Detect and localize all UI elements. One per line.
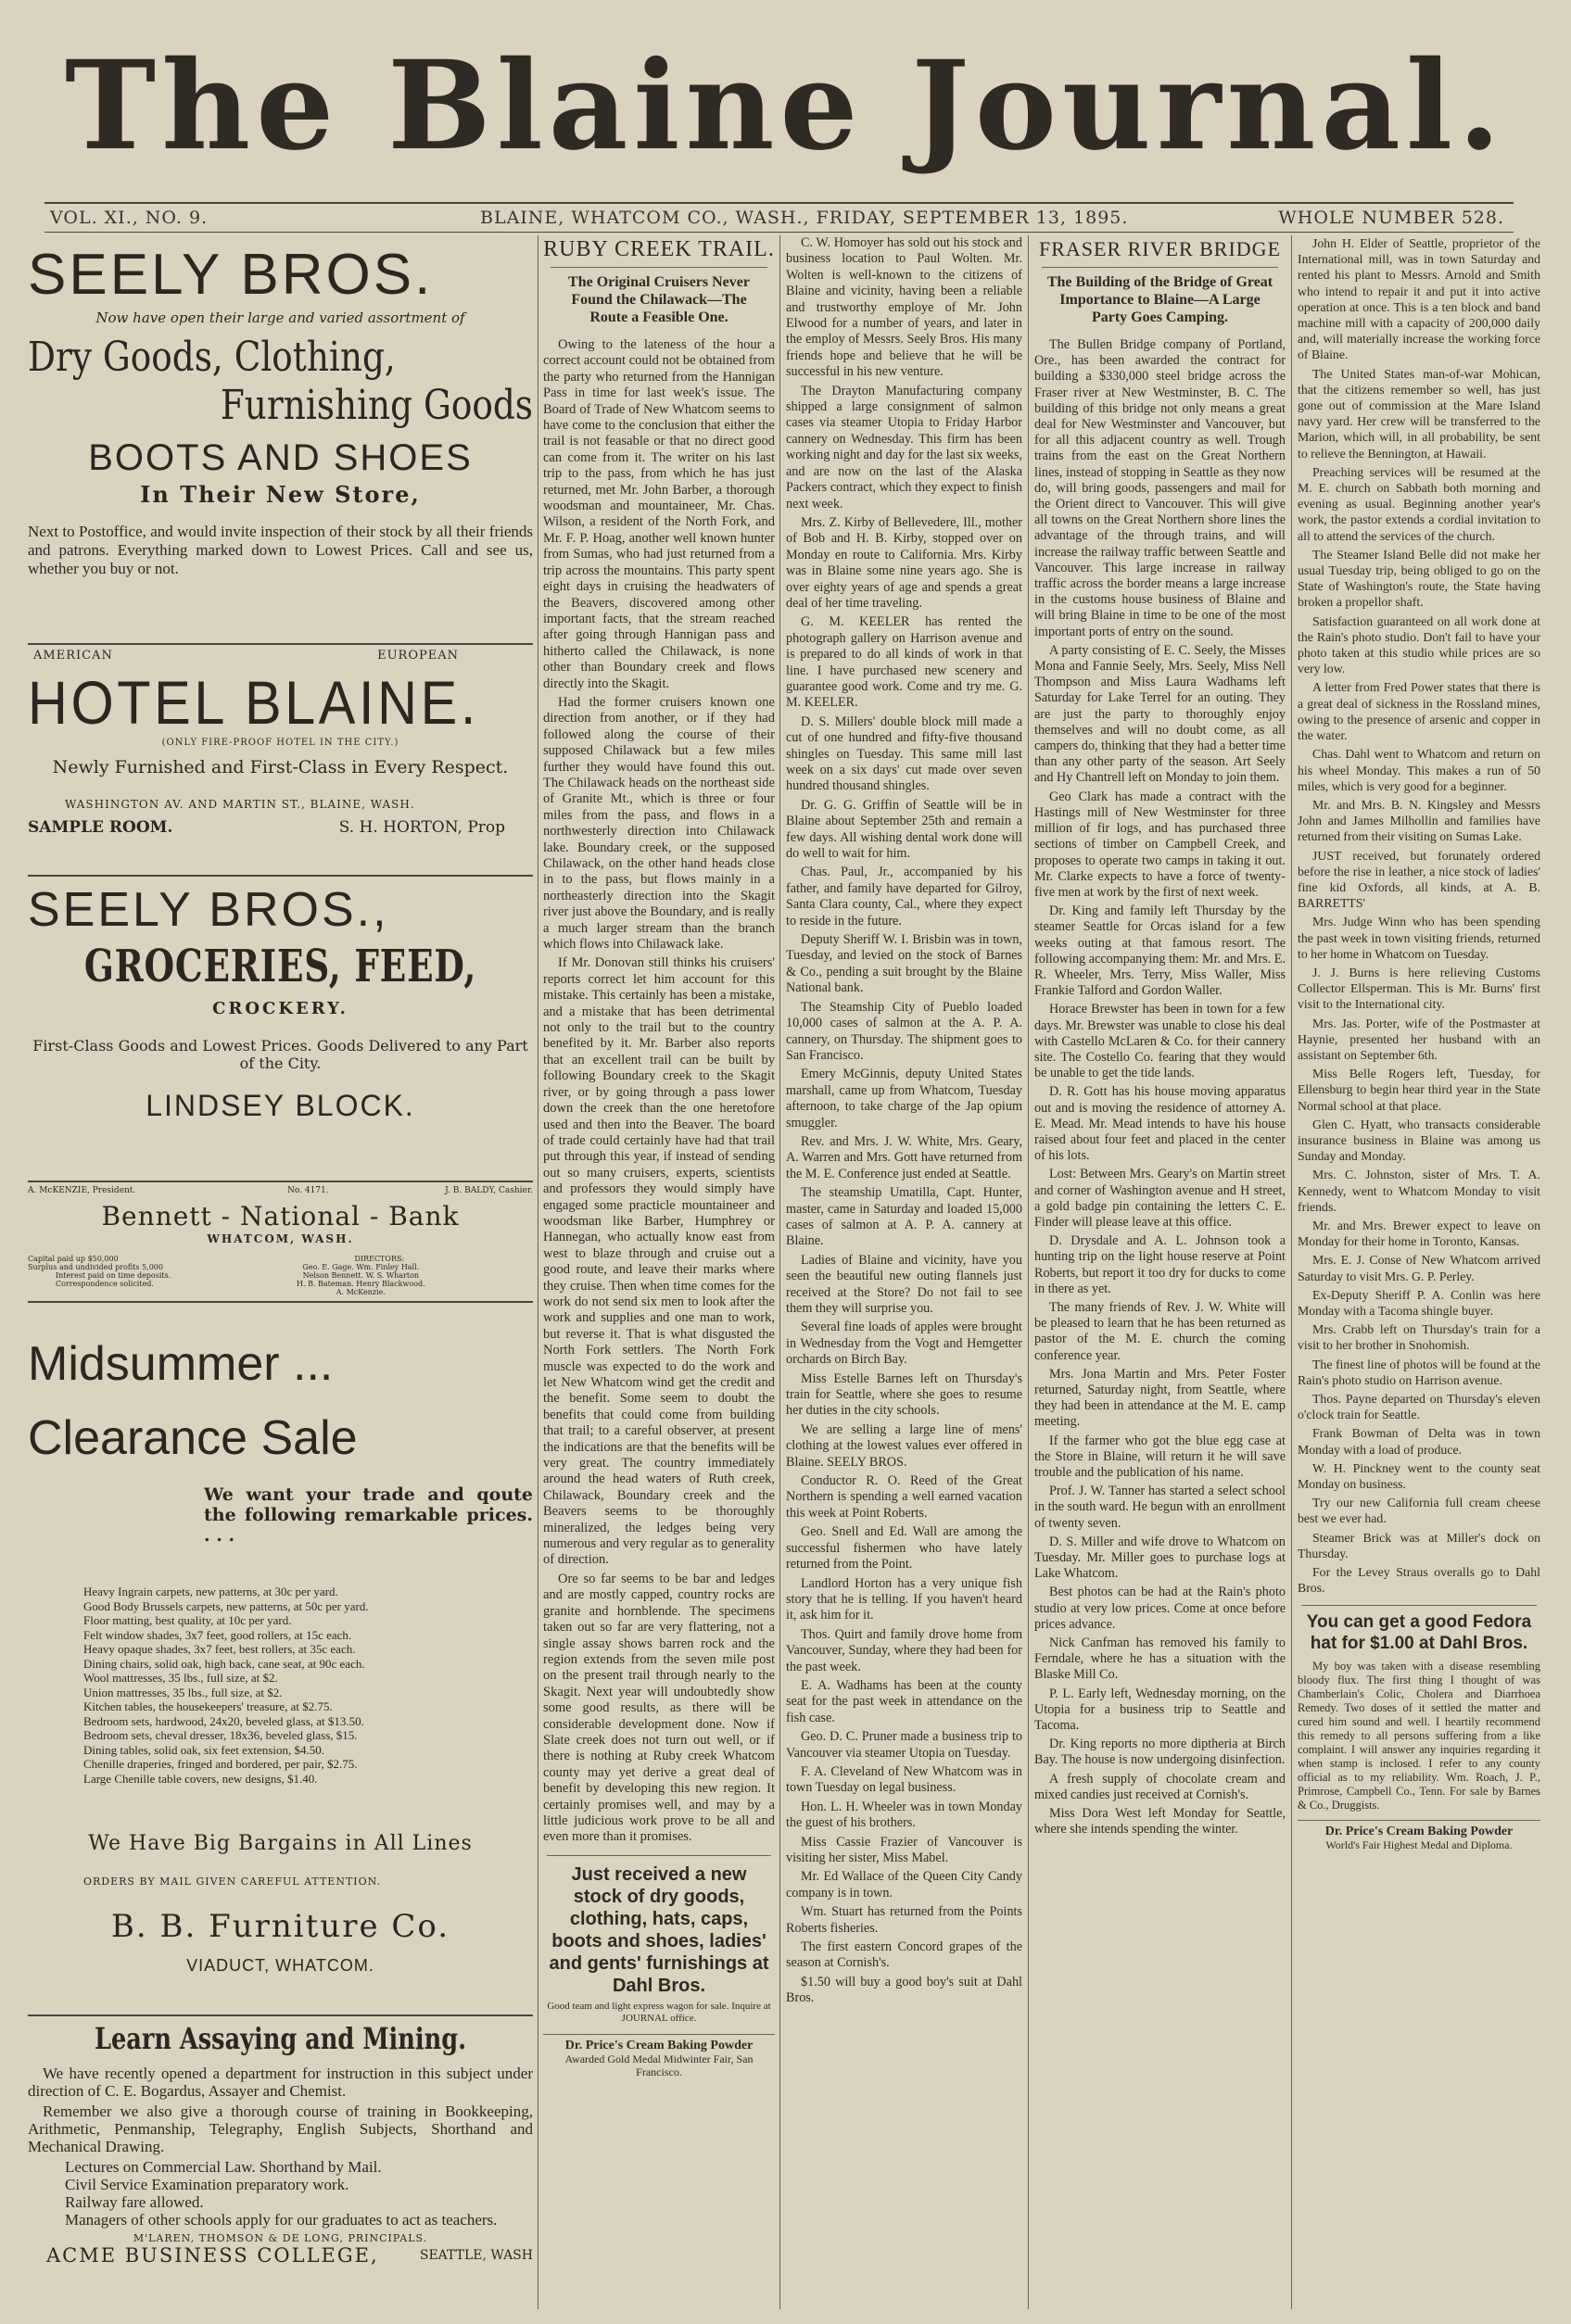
ad-line: Furnishing Goods — [220, 382, 533, 429]
bennett-bank-ad — [28, 1186, 533, 1325]
news-paragraph: Mr. and Mrs. Brewer expect to leave on Monday for their home in Toronto, Kansas. — [1298, 1218, 1540, 1249]
news-paragraph: Miss Estelle Barnes left on Thursday's train for Seattle, where she goes to resume her duties in the city schools. — [786, 1370, 1022, 1419]
news-paragraph: C. W. Homoyer has sold out his stock and business location to Paul Wolten. Mr. Wolten is well-known to the citizens of Blaine and vicinity, having been a reliable and trustworthy employe of Mr. John Elwood for a number of years, and later in the employ of Messrs. Seely Bros. His many friends hope and believe that he will be successful in his new venture. — [786, 235, 1022, 380]
article-body — [1298, 235, 1540, 1596]
news-paragraph: Deputy Sheriff W. I. Brisbin was in town, Tuesday, and levied on the stock of Barnes & Co., pending a suit brought by the Blaine National bank. — [786, 932, 1022, 996]
bank-correspondence: Correspondence solicited. — [56, 1280, 154, 1288]
dateline — [44, 202, 1514, 233]
baking-powder-note: Awarded Gold Medal Midwinter Fair, San Francisco. — [564, 2052, 754, 2078]
news-paragraph: Mrs. Judge Winn who has been spending the past week in town visiting friends, returned to her home in Whatcom on Tuesday. — [1298, 915, 1540, 961]
sale-heading: Clearance Sale — [28, 1411, 358, 1465]
ad-line: First-Class Goods and Lowest Prices. Goods Delivered to any Part of the City. — [32, 1037, 528, 1072]
news-paragraph: Thos. Quirt and family drove home from Vancouver, Sunday, where they had been for the past week. — [786, 1626, 1022, 1674]
bank-directors: A. McKenzie. — [336, 1288, 386, 1296]
news-paragraph: D. R. Gott has his house moving apparatus out and is moving the residence of attorney A. E. Mead. Mr. Mead intends to have his house raised about four feet and placed in the center of his lots. — [1034, 1084, 1286, 1164]
sale-item: Heavy opaque shades, 3x7 feet, best rollers, at 35c each. — [83, 1642, 356, 1656]
news-paragraph: If Mr. Donovan still thinks his cruisers' reports correct let him account for this mistake. This certainly has been a mistake, and a mistake that has been detrimental not only to the trail but to the country benefited by it. Mr. Barber also reports that an excellent trail can be built by following Boundary creek to the Skagit river, or by going through a pass lower down the creek than the one heretofore used and then into the Beaver. The board of trade could certainly have had that trail put through this year, if instead of sending out so many cruisers, experts, scientists and professors they would simply have engaged some practicle mountaineer and woodsman like Barber, Humphrey or Hannegan, who actually know east from west to blaze through and cruise out a good route, and leave their marks where they cruise. Then when time comes for the work do not send six men to look after the work and supplies and one man to work, but reverse it. That is what disgusted the North Fork settlers. The North Fork muscle was expected to do the work and let New Whatcom wind get the credit and the benefit. Some seem to doubt the benefits that could come from building that trail; to a careful observer, at present the indications are that the benefits will be very great. The country immediately around the head waters of Ruth creek, Chilawack, Boundary creek and the Beavers seems to be thoroughly mineralized, the ledges being very numerous and very regular as to generality of direction. — [543, 955, 775, 1568]
news-paragraph: A fresh supply of chocolate cream and mixed candies just received at Cornish's. — [1034, 1771, 1286, 1802]
sale-item: Bedroom sets, hardwood, 24x20, beveled glass, at $13.50. — [83, 1713, 364, 1728]
news-paragraph: Horace Brewster has been in town for a few days. Mr. Brewster was unable to close his deal with Castello McLaren & Co. for their cannery site. The Costello Co. fearing that they would be unable to get the tide lands. — [1034, 1002, 1286, 1081]
news-paragraph: The Bullen Bridge company of Portland, Ore., has been awarded the contract for building a $330,000 steel bridge across the Fraser river at New Westminster, B. C. The building of this bridge not only means a great deal for New Westminster and Vancouver, but for all this adjacent country as well. Trough trains from the east on the Great Northern lines, instead of stopping in Seattle as they now do, will bring goods, passengers and mail for the Orient direct to Vancouver. This will give all towns on the Great Northern shore lines the advantage of the through trains, and will increase the railway traffic between Seattle and Vancouver. This large increase in railway traffic across the border means a large increase in the customs house business of Blaine and will bring Blaine in time to be one of the most important ports of entry on the sound. — [1034, 337, 1286, 639]
news-paragraph: G. M. KEELER has rented the photograph gallery on Harrison avenue and is prepared to do all kinds of work in that line. I have purchased new scenery and guarantee good work. Come and try me. G. M. KEELER. — [786, 614, 1022, 711]
news-paragraph: Mr. Ed Wallace of the Queen City Candy company is in town. — [786, 1869, 1022, 1901]
fedora-hat-ad: You can get a good Fedora hat for $1.00 at Dahl Bros. — [1301, 1605, 1537, 1654]
news-paragraph: Thos. Payne departed on Thursday's eleven o'clock train for Seattle. — [1298, 1392, 1540, 1422]
news-paragraph: F. A. Cleveland of New Whatcom was in town Tuesday on legal business. — [786, 1763, 1022, 1796]
hotel-left-label: AMERICAN — [33, 649, 113, 663]
news-paragraph: Chas. Paul, Jr., accompanied by his father, and family have departed for Gilroy, Santa Clara county, Cal., where they expect to reside in the future. — [786, 865, 1022, 928]
news-paragraph: Wm. Stuart has returned from the Points Roberts fisheries. — [786, 1904, 1022, 1936]
bank-directors: H. B. Bateman. Henry Blackwood. — [297, 1280, 425, 1288]
column-rule — [779, 235, 780, 2309]
news-paragraph: Glen C. Hyatt, who transacts considerable insurance business in Blaine was among us Sunday and Monday. — [1298, 1117, 1540, 1164]
article-body — [786, 235, 1022, 2007]
news-paragraph: The first eastern Concord grapes of the season at Cornish's. — [786, 1939, 1022, 1971]
college-text: Managers of other schools apply for our graduates to act as teachers. — [65, 2211, 498, 2229]
news-paragraph: The United States man-of-war Mohican, that the citizens remember so well, has just gone out of commission at the Mare Island navy yard. Her crew will be transferred to the Marion, which will, in all probability, be sent to relieve the Bennington, at Hawaii. — [1298, 366, 1540, 461]
ad-divider — [28, 2015, 533, 2016]
college-text: Remember we also give a thorough course of training in Bookkeeping, Arithmetic, Penmanship, Telegraphy, English Subjects, Shorthand and Mechanical Drawing. — [28, 2103, 533, 2155]
news-paragraph: The many friends of Rev. J. W. White will be pleased to learn that he has been returned as pastor of the M. E. church the coming conference year. — [1034, 1299, 1286, 1363]
article-subheadline: The Building of the Bridge of Great Importance to Blaine—A Large Party Goes Camping. — [1042, 267, 1278, 326]
sale-item: Union mattresses, 35 lbs., full size, at $2. — [83, 1685, 283, 1699]
ad-line: BOOTS AND SHOES — [88, 437, 473, 478]
news-paragraph: Mrs. Jona Martin and Mrs. Peter Foster returned, Saturday night, from Seattle, where they had been in attendance at the M. E. camp meeting. — [1034, 1366, 1286, 1430]
dahl-bros-ad: Just received a new stock of dry goods, clothing, hats, caps, boots and shoes, ladies' and gents' furnishings at Dahl Bros. — [547, 1855, 771, 1997]
ad-line: Dry Goods, Clothing, — [28, 334, 396, 381]
news-paragraph: Geo Clark has made a contract with the Hastings mill of New Westminster for three million of fir logs, and has purchased three sections of timber on Campbell Creek, and proposes to operate two camps in taking it out. Mr. Clarke expects to have a force of twenty-five men at work by the first of next week. — [1034, 789, 1286, 900]
news-paragraph: Owing to the lateness of the hour a correct account could not be obtained from the party who returned from the Hannigan Pass in time for last week's issue. The Board of Trade of New Whatcom seems to have come to the conclusion that either the trail is not feasable or that no direct good can come from it. The writer on his last trip to the pass, from which he has just returned, met Mr. John Barber, a thorough woodsman and mountaineer, Mr. Chas. Wilson, a resident of the North Fork, and Mr. F. P. Hoag, another well known hunter from Sumas, who had just returned from a trip across the mountains. This party spent eight days in cruising the headwaters of the Beavers, discovered among other important facts, that the stream reached after going through Hannigan pass and hitherto called the Chilawack, is none other than Boundary creek and flows directly into the Skagit. — [543, 337, 775, 691]
college-principals: M'LAREN, THOMSON & DE LONG, PRINCIPALS. — [133, 2232, 428, 2244]
hotel-proprietor: S. H. HORTON, Prop — [338, 818, 505, 837]
news-paragraph: The Steamer Island Belle did not make her usual Tuesday trip, being obliged to go on the State of Washington's route, the State having broken a propellor shaft. — [1298, 547, 1540, 610]
news-paragraph: Try our new California full cream cheese best we ever had. — [1298, 1496, 1540, 1526]
article-body — [1034, 337, 1286, 1838]
baking-powder-ad: Dr. Price's Cream Baking Powder — [564, 2038, 754, 2052]
news-paragraph: Had the former cruisers known one direction from another, or if they had followed along the course of their supposed Chilawack but a few miles further they would have found this out. The Chilawack heads on the northeast side of Granite Mt., which is three or four miles from the pass, and flows in a northwesterly direction into Chilawack lake. Boundary creek, or the supposed Chilawack, on the other hand heads close in to the pass, but flows mainly in a northeasterly direction into the Skagit river just above the Boundary, and is really a much larger stream than the branch which flows into Chilawack lake. — [543, 694, 775, 953]
news-paragraph: P. L. Early left, Wednesday morning, on the Utopia for a business trip to Seattle and Tacoma. — [1034, 1686, 1286, 1734]
news-paragraph: D. S. Millers' double block mill made a cut of one hundred and fifty-five thousand shingles on Tuesday. This same mill last week on a six days' cut made over seven hundred thousand shingles. — [786, 714, 1022, 794]
hotel-address: WASHINGTON AV. AND MARTIN ST., BLAINE, WASH. — [65, 798, 415, 811]
news-paragraph: Mrs. C. Johnston, sister of Mrs. T. A. Kennedy, went to Whatcom Monday to visit friends. — [1298, 1168, 1540, 1214]
hotel-sample-room: SAMPLE ROOM. — [28, 818, 173, 837]
news-paragraph: Geo. D. C. Pruner made a business trip to Vancouver via steamer Utopia on Tuesday. — [786, 1729, 1022, 1761]
bank-capital-value: $50,000 — [87, 1255, 119, 1263]
bank-name: Bennett - National - Bank — [101, 1201, 460, 1231]
college-name: ACME BUSINESS COLLEGE, — [46, 2244, 379, 2267]
baking-powder-note: World's Fair Highest Medal and Diploma. — [1325, 1838, 1513, 1852]
news-paragraph: Nick Canfman has removed his family to Ferndale, where he has a situation with the Blaske Mill Co. — [1034, 1636, 1286, 1683]
sale-item: Wool mattresses, 35 lbs., full size, at $2. — [83, 1671, 278, 1685]
news-paragraph: The finest line of photos will be found at the Rain's photo studio on Harrison avenue. — [1298, 1357, 1540, 1387]
ad-divider — [28, 643, 533, 645]
news-paragraph: Rev. and Mrs. J. W. White, Mrs. Geary, A. Warren and Mrs. Gott have returned from the M. E. Conference just ended at Seattle. — [786, 1133, 1022, 1181]
news-paragraph: We are selling a large line of mens' clothing at the lowest values ever offered in Blaine. SEELY BROS. — [786, 1421, 1022, 1470]
news-paragraph: The Drayton Manufacturing company shipped a large consignment of salmon cases via steamer Utopia to Friday Harbor cannery on Wednesday. This firm has been working night and day for the last six weeks, and are now on the last of the Alaska Packers contract, which they expect to finish next week. — [786, 383, 1022, 512]
column-rule — [1291, 235, 1292, 2309]
advertisements-column — [28, 235, 533, 2309]
news-paragraph: JUST received, but forunately ordered before the rise in leather, a nice stock of ladies' fine kid Oxfords, all kinds, at A. B. BARRETTS' — [1298, 848, 1540, 911]
college-city: SEATTLE, WASH — [419, 2248, 533, 2263]
sale-item: Dining chairs, solid oak, high back, cane seat, at 90c each. — [83, 1656, 365, 1671]
article-subheadline: The Original Cruisers Never Found the Chilawack—The Route a Feasible One. — [551, 267, 767, 326]
hotel-note: (ONLY FIRE-PROOF HOTEL IN THE CITY.) — [161, 738, 399, 748]
news-paragraph: Conductor R. O. Reed of the Great Northern is spending a well earned vacation this week at Point Roberts. — [786, 1473, 1022, 1521]
news-paragraph: Several fine loads of apples were brought in Wednesday from the Vogt and Hemgetter orchards on Birch Bay. — [786, 1320, 1022, 1368]
sale-item: Felt window shades, 3x7 feet, good rollers, at 15c each. — [83, 1627, 352, 1642]
remedy-testimonial: My boy was taken with a disease resembling bloody flux. The first thing I thought of was Chamberlain's Colic, Cholera and Diarrhoea Remedy. Two doses of it settled the matter and cured him sound and well. I heartily recommend this remedy to all persons suffering from a like complaint. I will answer any inquiries regarding it when stamp is inclosed. I refer to any county official as to my reliability. Wm. Roach, J. P., Primrose, Campbell Co., Tenn. For sale by Barnes & Co., Druggists. — [1298, 1660, 1540, 1812]
sale-bargains: We Have Big Bargains in All Lines — [88, 1832, 473, 1855]
sale-item: Good Body Brussels carpets, new patterns, at 50c per yard. — [83, 1598, 369, 1613]
ad-body: Next to Postoffice, and would invite inspection of their stock by all their friends and patrons. Everything marked down to Lowest Prices. Call and see us, whether you buy or not. — [28, 523, 533, 577]
seely-groceries-ad — [28, 880, 533, 1140]
bank-president: A. McKENZIE, President. — [28, 1186, 136, 1195]
ad-divider — [28, 1181, 533, 1182]
bank-surplus-value: 5,000 — [142, 1263, 163, 1271]
hotel-line: Newly Furnished and First-Class in Every Respect. — [52, 757, 509, 777]
news-paragraph: Miss Cassie Frazier of Vancouver is visiting her sister, Miss Mabel. — [786, 1834, 1022, 1865]
ad-heading: SEELY BROS. — [28, 243, 434, 307]
article-body — [543, 337, 775, 1846]
article-headline: RUBY CREEK TRAIL. — [543, 237, 775, 261]
news-paragraph: For the Levey Straus overalls go to Dahl Bros. — [1298, 1565, 1540, 1596]
sale-location: VIADUCT, WHATCOM. — [186, 1956, 374, 1975]
place-date: BLAINE, WHATCOM CO., WASH., FRIDAY, SEPTEMBER 13, 1895. — [480, 208, 1129, 228]
news-paragraph: Dr. G. G. Griffin of Seattle will be in Blaine about September 25th and remain a few days. All wishing dental work done will do well to wait for him. — [786, 797, 1022, 862]
sale-item: Floor matting, best quality, at 10c per yard. — [83, 1613, 292, 1627]
news-paragraph: Prof. J. W. Tanner has started a select school in the south ward. He begun with an enrollment of twenty seven. — [1034, 1484, 1286, 1531]
bank-cashier: J. B. BALDY, Cashier. — [445, 1186, 533, 1195]
bank-number: No. 4171. — [287, 1186, 329, 1195]
news-paragraph: A letter from Fred Power states that there is a great deal of sickness in the Rossland mines, owing to the presence of arsenic and copper in the water. — [1298, 680, 1540, 743]
news-paragraph: Ladies of Blaine and vicinity, have you seen the beautiful new outing flannels just received at the Store? Do not fail to see them they will surprise you. — [786, 1252, 1022, 1316]
sale-item: Large Chenille table covers, new designs, $1.40. — [83, 1771, 318, 1786]
news-paragraph: W. H. Pinckney went to the county seat Monday on business. — [1298, 1460, 1540, 1492]
news-paragraph: If the farmer who got the blue egg case at the Store in Blaine, will return it he will save trouble and the publication of his name. — [1034, 1433, 1286, 1481]
news-paragraph: Emery McGinnis, deputy United States marshall, came up from Whatcom, Tuesday afternoon, to take charge of the Jap opium smuggler. — [786, 1067, 1022, 1130]
whole-number: WHOLE NUMBER 528. — [1278, 208, 1504, 228]
news-paragraph: Ore so far seems to be bar and ledges and are mostly capped, country rocks are granite and hornblende. The specimens taken out so far are very flattering, not a single assay shows barren rock and the region extends from the seven mile post on the present trail through nearly to the Skagit. Next year will undoubtedly show some good results, as there will be considerable development done. Now if Slate creek does not turn out well, or if there is nothing at Ruby creek Whatcom county may yet derive a great deal of benefit by developing this new region. It certainly promises well, and may by a little judicious work prove to be all and even more than it promises. — [543, 1571, 775, 1845]
news-paragraph: Steamer Brick was at Miller's dock on Thursday. — [1298, 1530, 1540, 1560]
sale-heading: Midsummer ... — [28, 1337, 334, 1391]
bank-directors: Nelson Bennett. W. S. Wharton — [302, 1271, 420, 1280]
news-paragraph: Dr. King and family left Thursday by the steamer Seattle for Orcas island for a few weeks outing at that famous resort. The following accompanying them: Mr. and Mrs. E. R. Wheeler, Mrs. Terry, Miss Waller, Miss Frankie Talford and Gordon Waller. — [1034, 903, 1286, 999]
article-headline: FRASER RIVER BRIDGE — [1038, 237, 1282, 260]
local-items-column — [1298, 235, 1540, 2309]
sale-intro: We want your trade and qoute the following remarkable prices. . . . — [204, 1484, 533, 1546]
hotel-name: HOTEL BLAINE. — [28, 668, 479, 737]
seely-dry-goods-ad — [28, 235, 533, 643]
news-paragraph: D. S. Miller and wife drove to Whatcom on Tuesday. Mr. Miller goes to purchase logs at Lake Whatcom. — [1034, 1534, 1286, 1582]
news-paragraph: Miss Dora West left Monday for Seattle, where she intends spending the winter. — [1034, 1806, 1286, 1838]
sale-items-list — [83, 1585, 533, 1786]
college-text: We have recently opened a department for instruction in this subject under direction of C. E. Bogardus, Assayer and Chemist. — [28, 2065, 533, 2100]
sale-item: Bedroom sets, cheval dresser, 18x36, beveled glass, $15. — [83, 1728, 358, 1742]
news-paragraph: Preaching services will be resumed at the M. E. church on Sabbath both morning and evening as usual. Beginning another year's work, the pastor extends a cordial invitation to all to attend the services of the church. — [1298, 464, 1540, 543]
news-paragraph: J. J. Burns is here relieving Customs Collector Ellsperman. This is Mr. Burns' first visit to the International city. — [1298, 965, 1540, 1012]
hotel-right-label: EUROPEAN — [377, 649, 459, 663]
ad-heading: SEELY BROS., — [28, 883, 389, 937]
ad-line: CROCKERY. — [212, 999, 348, 1018]
news-paragraph: $1.50 will buy a good boy's suit at Dahl Bros. — [786, 1974, 1022, 2006]
bank-place: WHATCOM, WASH. — [207, 1232, 354, 1245]
furniture-sale-ad — [28, 1307, 533, 1974]
ad-line: GROCERIES, FEED, — [83, 941, 477, 992]
news-paragraph: D. Drysdale and A. L. Johnson took a hunting trip on the light house reserve at Point Roberts, but report it too dry for ducks to come in there as yet. — [1034, 1233, 1286, 1296]
news-paragraph: A party consisting of E. C. Seely, the Misses Mona and Fannie Seely, Mrs. Seely, Miss Nell Thompson and Miss Laura Wadhams left Saturday for Lake Terrel for an outing. They are just the party to thoroughly enjoy themselves and will no doubt come, as all campers do, thinking that they had a better time than any other party of the season. Art Seely and Hy Chantrell left on Monday to join them. — [1034, 642, 1286, 786]
sale-company: B. B. Furniture Co. — [110, 1908, 450, 1945]
news-paragraph: Ex-Deputy Sheriff P. A. Conlin was here Monday with a Tacoma shingle buyer. — [1298, 1287, 1540, 1318]
news-paragraph: Best photos can be had at the Rain's photo studio at very low prices. Come at once before prices advance. — [1034, 1585, 1286, 1632]
bank-surplus-label: Surplus and undivided profits — [28, 1263, 140, 1271]
bank-capital-label: Capital paid up — [28, 1255, 86, 1263]
news-paragraph: Lost: Between Mrs. Geary's on Martin street and corner of Washington avenue and H street, a gold badge pin containing the letters C. E. Finder will please leave at this office. — [1034, 1167, 1286, 1230]
news-paragraph: Satisfaction guaranteed on all work done at the Rain's photo studio. Don't fail to have your photo taken at this studio while prices are so very low. — [1298, 613, 1540, 676]
volume-number: VOL. XI., NO. 9. — [50, 208, 209, 228]
college-text: Railway fare allowed. — [65, 2193, 204, 2211]
sale-item: Chenille draperies, fringed and bordered, per pair, $2.75. — [83, 1757, 358, 1771]
college-heading: Learn Assaying and Mining. — [94, 2021, 467, 2056]
acme-college-ad — [28, 2020, 533, 2309]
article-ruby-creek — [543, 235, 775, 2309]
ad-intro: Now have open their large and varied assortment of — [95, 309, 465, 326]
baking-powder-ad: Dr. Price's Cream Baking Powder — [1324, 1825, 1514, 1839]
news-paragraph: Miss Belle Rogers left, Tuesday, for Ellensburg to begin hear third year in the State Normal school at that place. — [1298, 1067, 1540, 1113]
news-paragraph: Mrs. E. J. Conse of New Whatcom arrived Saturday to visit Mrs. G. P. Perley. — [1298, 1253, 1540, 1283]
bank-directors: Geo. E. Gage. Wm. Finley Hall. — [302, 1263, 420, 1271]
article-fraser-river-bridge — [1034, 235, 1286, 2309]
column-rule — [1028, 235, 1029, 2309]
ad-divider — [28, 875, 533, 877]
bank-interest: Interest paid on time deposits. — [56, 1271, 171, 1280]
news-paragraph: Mrs. Z. Kirby of Bellevedere, Ill., mother of Bob and H. B. Kirby, stopped over on Monday en route to California. Mrs. Kirby was in Blaine some nine years ago. She is over eighty years of age and spends a great deal of her time traveling. — [786, 514, 1022, 611]
news-paragraph: Dr. King reports no more diptheria at Birch Bay. The house is now undergoing disinfection. — [1034, 1737, 1286, 1768]
news-paragraph: Geo. Snell and Ed. Wall are among the successful fishermen who have lately returned from the Point. — [786, 1524, 1022, 1572]
masthead-title: The Blaine Journal. — [64, 34, 1507, 178]
sale-item: Kitchen tables, the housekeepers' treasure, at $2.75. — [83, 1699, 333, 1713]
news-paragraph: Chas. Dahl went to Whatcom and return on his wheel Monday. This makes a run of 50 miles, which is very good for a beginner. — [1298, 747, 1540, 793]
sale-item: Heavy Ingrain carpets, new patterns, at 30c per yard. — [83, 1585, 338, 1598]
news-paragraph: The steamship Umatilla, Capt. Hunter, master, came in Saturday and loaded 15,000 cases of salmon at A. P. A. cannery at Blaine. — [786, 1185, 1022, 1249]
bank-directors-title: DIRECTORS: — [354, 1255, 405, 1263]
hotel-blaine-ad — [28, 649, 533, 899]
sale-orders: ORDERS BY MAIL GIVEN CAREFUL ATTENTION. — [83, 1876, 382, 1888]
news-paragraph: John H. Elder of Seattle, proprietor of the International mill, was in town Saturday and rented his plant to Messrs. Arnold and Smith who intend to repair it and put it into active operation at once. This is a ten block and band machine mill with a capacity of 200,000 daily and, will materially increase the working force of Blaine. — [1298, 236, 1540, 362]
news-paragraph: Mr. and Mrs. B. N. Kingsley and Messrs John and James Milhollin and families have returned from their visiting on Sumas Lake. — [1298, 797, 1540, 844]
news-paragraph: Landlord Horton has a very unique fish story that he is telling. If you haven't heard it, ask him for it. — [786, 1575, 1022, 1623]
college-text: Civil Service Examination preparatory work. — [65, 2176, 349, 2193]
local-news-column — [786, 235, 1022, 2309]
news-paragraph: Hon. L. H. Wheeler was in town Monday the guest of his brothers. — [786, 1799, 1022, 1831]
ad-line: LINDSEY BLOCK. — [146, 1089, 415, 1122]
college-text: Lectures on Commercial Law. Shorthand by Mail. — [65, 2158, 382, 2176]
ad-divider — [28, 1301, 533, 1303]
news-paragraph: Mrs. Jas. Porter, wife of the Postmaster at Haynie, presented her husband with an assistant on September 6th. — [1298, 1016, 1540, 1062]
news-paragraph: E. A. Wadhams has been at the county seat for the past week in attendance on the fish case. — [786, 1677, 1022, 1725]
news-paragraph: The Steamship City of Pueblo loaded 10,000 cases of salmon at the A. P. A. cannery, on Thursday. The shipment goes to San Francisco. — [786, 999, 1022, 1063]
sale-item: Dining tables, solid oak, six feet extension, $4.50. — [83, 1742, 324, 1757]
team-for-sale-notice: Good team and light express wagon for sale. Inquire at JOURNAL office. — [547, 2000, 771, 2024]
news-paragraph: Frank Bowman of Delta was in town Monday with a load of produce. — [1298, 1426, 1540, 1457]
news-paragraph: Mrs. Crabb left on Thursday's train for a visit to her brother in Snohomish. — [1298, 1322, 1540, 1353]
ad-line: In Their New Store, — [140, 481, 421, 508]
